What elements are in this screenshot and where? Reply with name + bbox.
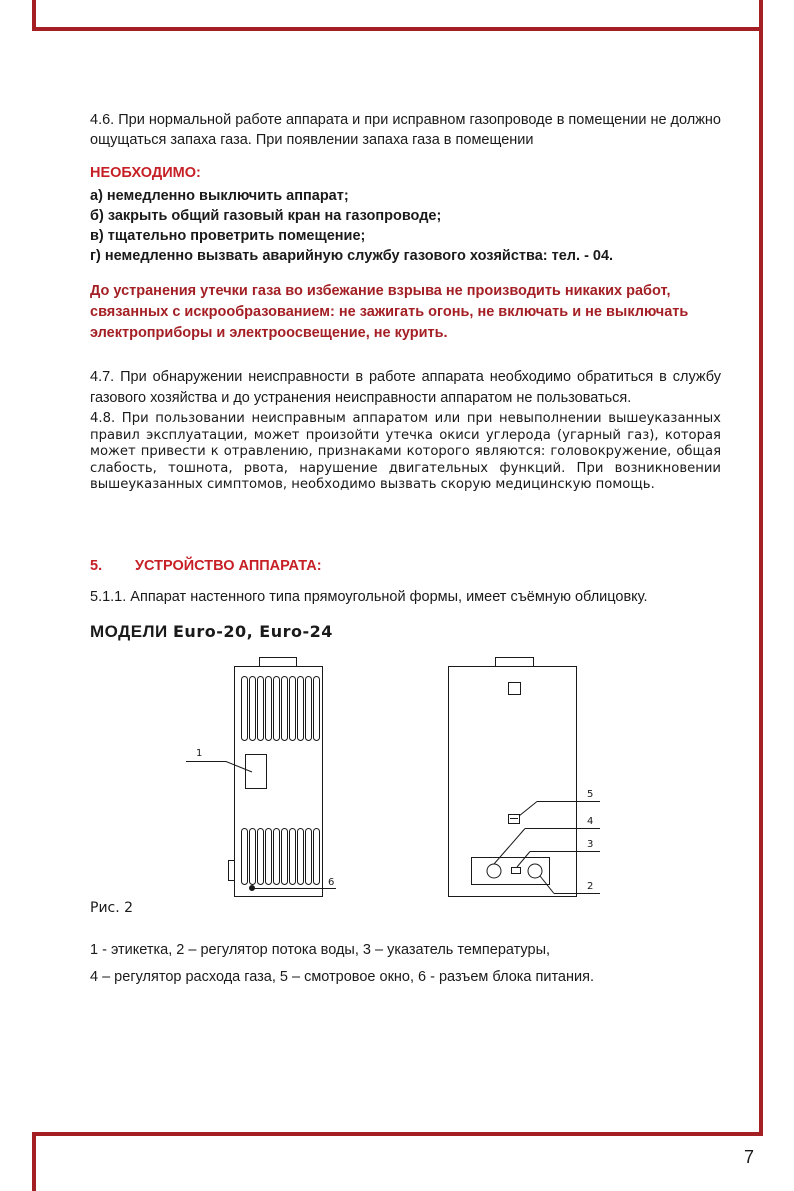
paragraph-4-6: 4.6. При нормальной работе аппарата и при исправном газопроводе в помещении не должно ощущаться запаха газа. При появлении запаха газа в помещении (90, 112, 721, 148)
appliance-figure (180, 652, 610, 904)
side-view-unit (186, 658, 336, 897)
side-connector (229, 861, 235, 881)
page-number: 7 (744, 1147, 755, 1167)
section-heading (90, 558, 322, 574)
models-label: МОДЕЛИ (90, 622, 168, 641)
water-regulator-knob (528, 864, 542, 878)
callout-1: 1 (196, 748, 203, 759)
action-item: в) тщательно проветрить помещение; (90, 228, 366, 244)
upper-vent-grille (242, 677, 320, 741)
callout-6: 6 (328, 877, 335, 888)
action-list (90, 186, 613, 266)
paragraph-4-8: 4.8. При пользовании неисправным аппаратом или при невыполнении вышеуказанных правил эксплуатации, может произойти утечка окиси углерода (угарный газ), которая может привести к отравлению, признаками которого являются: головокружение, общая слабость, тошнота, рвота, нарушение двигательных функций. При возникновении вышеуказанных симптомов, необходимо вызвать скорую медицинскую помощь. (90, 411, 721, 492)
lower-vent-grille (242, 829, 320, 885)
action-item: г) немедленно вызвать аварийную службу газового хозяйства: тел. - 04. (90, 248, 614, 264)
callout-2: 2 (587, 881, 594, 892)
figure-caption: Рис. 2 (90, 900, 134, 916)
action-item: а) немедленно выключить аппарат; (90, 188, 349, 204)
warning-heading: НЕОБХОДИМО: (90, 165, 201, 181)
callout-4: 4 (587, 816, 594, 827)
figure-legend-line: 4 – регулятор расхода газа, 5 – смотровое окно, 6 - разъем блока питания. (90, 969, 594, 985)
top-square (509, 683, 521, 695)
page-frame-top (32, 0, 763, 31)
front-view-unit (449, 658, 601, 897)
danger-warning: До устранения утечки газа во избежание взрыва не производить никаких работ, связанных с искрообразованием: не зажигать огонь, не включать и не выключать электроприборы и электроосвещение, не курить. (90, 283, 689, 341)
models-heading (90, 622, 333, 642)
action-item: б) закрыть общий газовый кран на газопроводе; (90, 208, 442, 224)
paragraph-4-7: 4.7. При обнаружении неисправности в работе аппарата необходимо обратиться в службу газового хозяйства и до устранения неисправности аппаратом не пользоваться. (90, 369, 721, 406)
models-names: Euro-20, Euro-24 (173, 622, 333, 641)
callout-5: 5 (587, 789, 594, 800)
temperature-indicator (512, 868, 521, 874)
paragraph-5-1-1: 5.1.1. Аппарат настенного типа прямоугольной формы, имеет съёмную облицовку. (90, 589, 648, 605)
label-plate (246, 755, 267, 789)
page-frame-bottom (32, 1132, 763, 1191)
figure-legend-line: 1 - этикетка, 2 – регулятор потока воды, 3 – указатель температуры, (90, 942, 551, 958)
section-title: УСТРОЙСТВО АППАРАТА: (135, 558, 322, 574)
power-socket (250, 886, 255, 891)
page-frame-right (759, 31, 763, 1136)
control-panel (472, 858, 550, 885)
section-number: 5. (90, 558, 103, 574)
callout-3: 3 (587, 839, 594, 850)
gas-regulator-knob (487, 864, 501, 878)
